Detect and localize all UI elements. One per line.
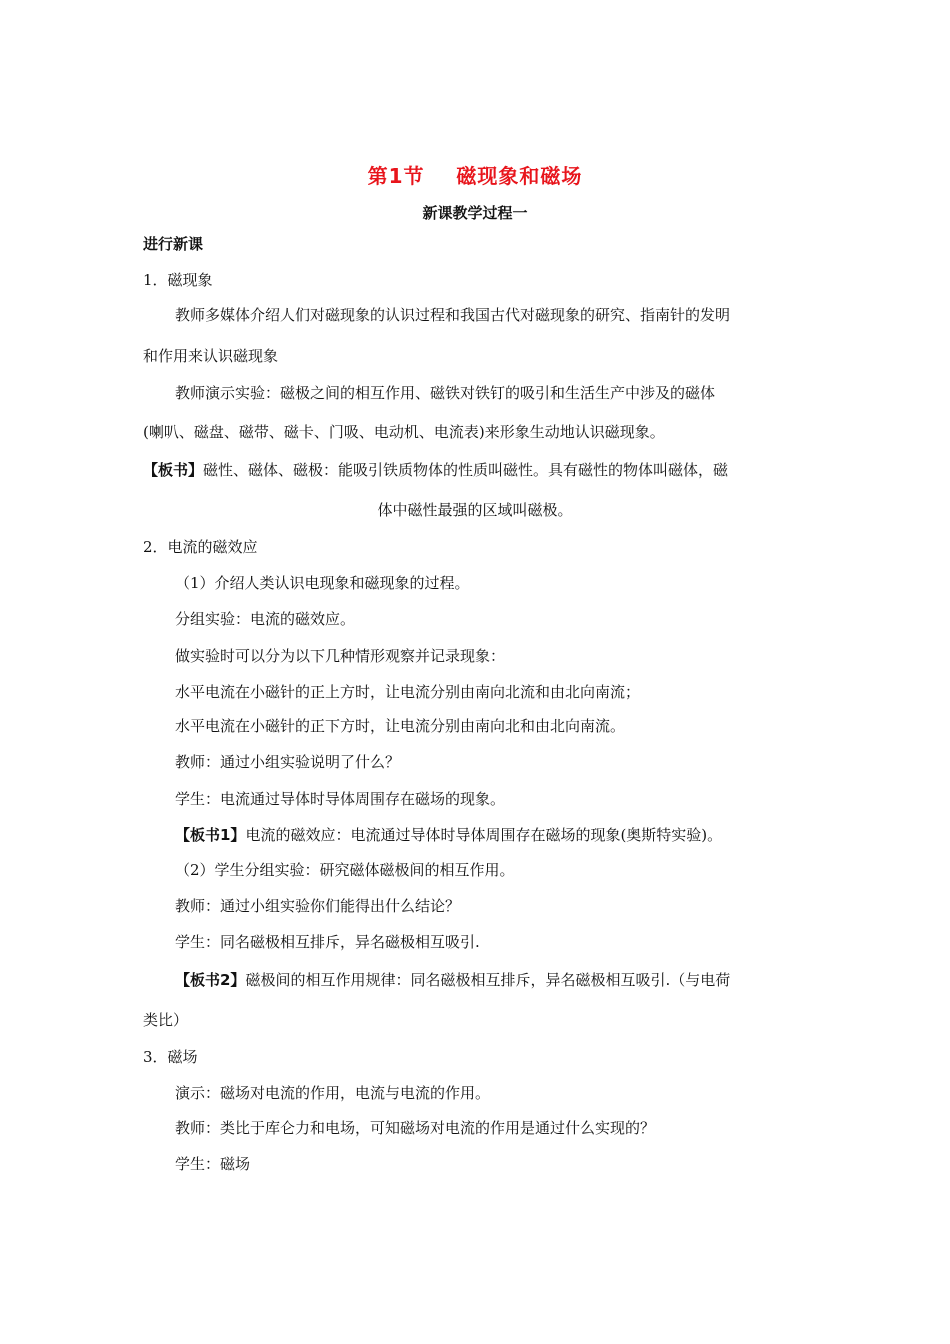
s1-board-line-1 bbox=[143, 460, 728, 480]
s3-line-2: 教师：类比于库仑力和电场，可知磁场对电流的作用是通过什么实现的？ bbox=[175, 1119, 656, 1137]
board-label: 【板书2】 bbox=[175, 971, 246, 989]
board-text: 电流的磁效应：电流通过导体时导体周围存在磁场的现象(奥斯特实验)。 bbox=[245, 826, 723, 844]
s1-paragraph-1-line-2: 和作用来认识磁现象 bbox=[143, 347, 279, 365]
section-heading: 进行新课 bbox=[143, 235, 204, 253]
board-label: 【板书1】 bbox=[175, 826, 246, 844]
s1-paragraph-2-line-2: (喇叭、磁盘、磁带、磁卡、门吸、电动机、电流表)来形象生动地认识磁现象。 bbox=[143, 423, 665, 441]
s2-board-2-line-1 bbox=[175, 970, 730, 990]
s1-paragraph-1-line-1: 教师多媒体介绍人们对磁现象的认识过程和我国古代对磁现象的研究、指南针的发明 bbox=[175, 306, 731, 324]
board-label: 【板书】 bbox=[143, 461, 204, 479]
s2-line-9: （2）学生分组实验：研究磁体磁极间的相互作用。 bbox=[175, 861, 515, 879]
board-text: 磁极间的相互作用规律：同名磁极相互排斥，异名磁极相互吸引.（与电荷 bbox=[245, 971, 731, 989]
s2-board-2-line-2: 类比） bbox=[143, 1011, 189, 1029]
s2-line-7: 学生：电流通过导体时导体周围存在磁场的现象。 bbox=[175, 790, 506, 808]
s1-heading: 1．磁现象 bbox=[143, 271, 213, 289]
s2-line-6: 教师：通过小组实验说明了什么？ bbox=[175, 753, 401, 771]
s3-line-3: 学生：磁场 bbox=[175, 1155, 251, 1173]
page-title: 第1节 磁现象和磁场 bbox=[367, 164, 583, 188]
s1-paragraph-2-line-1: 教师演示实验：磁极之间的相互作用、磁铁对铁钉的吸引和生活生产中涉及的磁体 bbox=[175, 384, 716, 402]
s2-line-1: （1）介绍人类认识电现象和磁现象的过程。 bbox=[175, 574, 470, 592]
s2-line-2: 分组实验：电流的磁效应。 bbox=[175, 610, 356, 628]
s2-line-5: 水平电流在小磁针的正下方时，让电流分别由南向北和由北向南流。 bbox=[175, 717, 626, 735]
s2-board-1 bbox=[175, 825, 722, 845]
s2-line-10: 教师：通过小组实验你们能得出什么结论？ bbox=[175, 897, 461, 915]
board-text: 磁性、磁体、磁极：能吸引铁质物体的性质叫磁性。具有磁性的物体叫磁体，磁 bbox=[203, 461, 729, 479]
s2-line-11: 学生：同名磁极相互排斥，异名磁极相互吸引. bbox=[175, 933, 480, 951]
s3-heading: 3．磁场 bbox=[143, 1048, 198, 1066]
s3-line-1: 演示：磁场对电流的作用，电流与电流的作用。 bbox=[175, 1084, 491, 1102]
s2-heading: 2．电流的磁效应 bbox=[143, 538, 258, 556]
s1-board-line-2: 体中磁性最强的区域叫磁极。 bbox=[377, 501, 573, 519]
page-subtitle: 新课教学过程一 bbox=[422, 204, 528, 222]
s2-line-3: 做实验时可以分为以下几种情形观察并记录现象： bbox=[175, 647, 506, 665]
s2-line-4: 水平电流在小磁针的正上方时，让电流分别由南向北流和由北向南流； bbox=[175, 683, 641, 701]
